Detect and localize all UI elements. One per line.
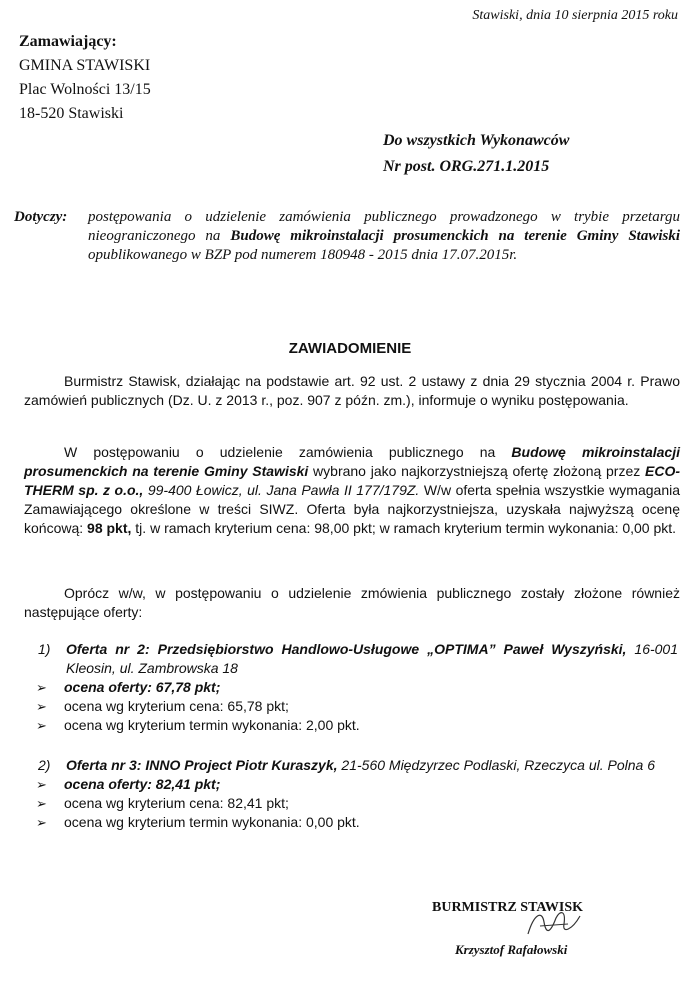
subject-block [14, 208, 680, 265]
offer-score-price [38, 794, 678, 813]
score-text: ocena wg kryterium termin wykonania: 2,00 pkt. [64, 717, 360, 733]
offer-item [38, 756, 678, 832]
signatory-name: Krzysztof Rafałowski [455, 942, 568, 957]
offer-title: Oferta nr 3: INNO Project Piotr Kuraszyk, [66, 757, 338, 773]
reference-number: Nr post. ORG.271.1.2015 [383, 158, 550, 175]
score-text: ocena wg kryterium cena: 65,78 pkt; [64, 698, 289, 714]
ordering-party-heading: Zamawiający: [19, 33, 117, 50]
offer-heading [38, 640, 678, 678]
arrow-bullet-icon: ➢ [36, 796, 47, 811]
offer-title: Oferta nr 2: Przedsiębiorstwo Handlowo-Usługowe „OPTIMA” Paweł Wyszyński, [66, 641, 627, 657]
winner-address: 99-400 Łowicz, ul. Jana Pawła II 177/179Z. [143, 482, 420, 498]
winner-score: 98 pkt, [87, 520, 132, 536]
offer-score-price [38, 697, 678, 716]
ordering-party-block [19, 30, 151, 126]
offer-item [38, 640, 678, 735]
offer-scores [38, 678, 678, 735]
paragraph-winner [24, 443, 680, 538]
arrow-bullet-icon: ➢ [36, 815, 47, 830]
ordering-party-name: GMINA STAWISKI [19, 57, 151, 74]
subject-part: opublikowanego w BZP pod numerem 180948 - 2015 dnia 17.07.2015r. [88, 247, 518, 263]
text-span: W/w oferta spełnia wszystkie wymagania Zamawiającego określone w treści SIWZ. Oferta była najkorzystniejsza, uzyskała najwyższą ocenę końcową: [24, 482, 680, 536]
score-text: ocena wg kryterium termin wykonania: 0,00 pkt. [64, 814, 360, 830]
signature-title: BURMISTRZ STAWISK [432, 900, 584, 915]
ordering-party-street: Plac Wolności 13/15 [19, 81, 151, 98]
offer-address: 21-560 Międzyrzec Podlaski, Rzeczyca ul. Polna 6 [337, 757, 656, 773]
subject-contract-name: Budowę mikroinstalacji prosumenckich na terenie Gminy Stawiski [230, 228, 681, 244]
score-text: ocena oferty: 67,78 pkt; [64, 679, 221, 695]
score-text: ocena oferty: 82,41 pkt; [64, 776, 221, 792]
offer-score-term [38, 813, 678, 832]
arrow-bullet-icon: ➢ [36, 680, 47, 695]
offer-score-term [38, 716, 678, 735]
arrow-bullet-icon: ➢ [36, 777, 47, 792]
paragraph-other-offers: Oprócz w/w, w postępowaniu o udzielenie zmówienia publicznego zostały złożone również następujące oferty: [24, 585, 680, 620]
offer-number: 2) [38, 757, 51, 773]
subject-part: postępowania o udzielenie zamówienia publicznego prowadzonego w trybie przetargu nieograniczonego na [88, 209, 680, 244]
winner-name: ECO-THERM sp. z o.o., [24, 463, 680, 498]
contract-name: Budowę mikroinstalacji prosumenckich na terenie Gminy Stawiski [24, 444, 680, 479]
subject-label: Dotyczy: [14, 209, 68, 225]
offer-scores [38, 775, 678, 832]
score-text: ocena wg kryterium cena: 82,41 pkt; [64, 795, 289, 811]
text-span: tj. w ramach kryterium cena: 98,00 pkt; w ramach kryterium termin wykonania: 0,00 pkt. [131, 520, 677, 536]
offer-address: 16-001 Kleosin, ul. Zambrowska 18 [66, 641, 679, 676]
addressee-line: Do wszystkich Wykonawców [383, 132, 570, 149]
ordering-party-city: 18-520 Stawiski [19, 105, 124, 122]
text-span: wybrano jako najkorzystniejszą ofertę złożoną przez [308, 463, 645, 479]
text-span: W postępowaniu o udzielenie zamówienia publicznego na [64, 444, 512, 460]
handwritten-signature [520, 904, 590, 944]
arrow-bullet-icon: ➢ [36, 718, 47, 733]
subject-text [88, 208, 680, 265]
arrow-bullet-icon: ➢ [36, 699, 47, 714]
offer-heading [38, 756, 678, 775]
document-title: ZAWIADOMIENIE [288, 340, 412, 357]
document-date: Stawiski, dnia 10 sierpnia 2015 roku [472, 8, 678, 23]
offer-number: 1) [38, 641, 51, 657]
offer-score-total [38, 678, 678, 697]
addressee-block [383, 128, 569, 180]
offer-score-total [38, 775, 678, 794]
paragraph-intro: Burmistrz Stawisk, działając na podstawie art. 92 ust. 2 ustawy z dnia 29 stycznia 2004 r. Prawo zamówień publicznych (Dz. U. z 2013 r., poz. 907 z późn. zm.), informuje o wyniku postępowania. [24, 373, 680, 408]
